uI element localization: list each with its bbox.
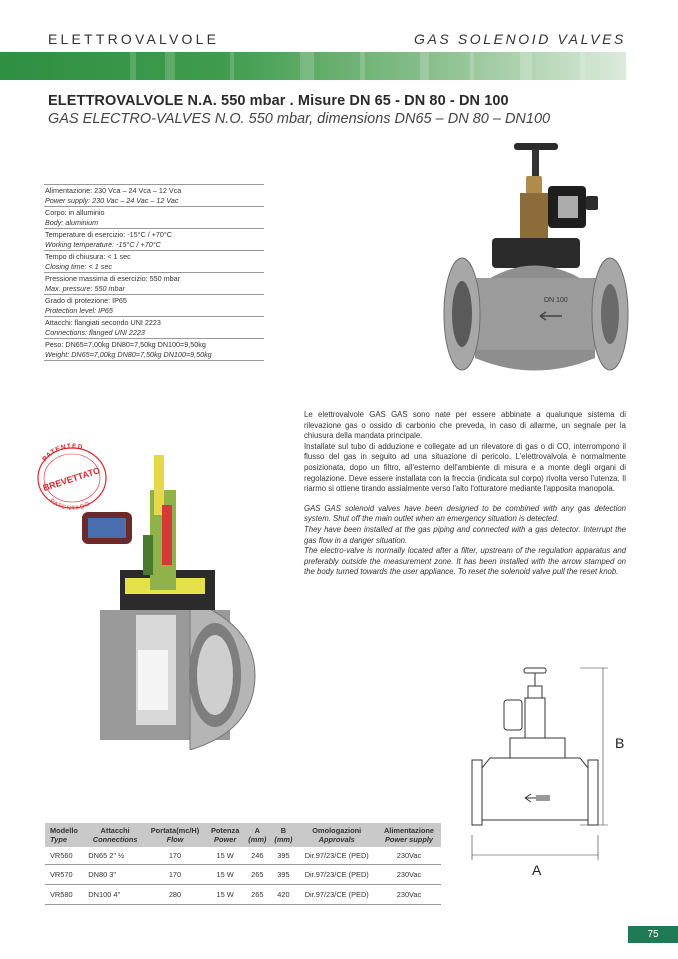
dimension-drawing (470, 660, 640, 885)
header-label: Attacchi (100, 826, 130, 835)
table-cell: 15 W (206, 885, 244, 905)
table-cell: 230Vac (377, 865, 441, 885)
table-cell: DN80 3" (86, 865, 144, 885)
stamp-bottom-text: PATENTADO (48, 498, 92, 510)
page-subtitle: GAS ELECTRO-VALVES N.O. 550 mbar, dimensions DN65 – DN 80 – DN100 (48, 111, 551, 127)
table-cell: 230Vac (377, 847, 441, 865)
table-cell: 246 (244, 847, 270, 865)
spec-item (44, 206, 264, 228)
table-cell: 15 W (206, 847, 244, 865)
table-header-cell (45, 823, 86, 847)
header-label: Modello (50, 826, 78, 835)
table-cell: VR560 (45, 847, 86, 865)
spec-english: Power supply: 230 Vac – 24 Vac – 12 Vac (45, 195, 179, 205)
description-italian: Le elettrovalvole GAS GAS sono nate per essere abbinate a qualunque sistema di rilevazione gas o ossido di carbonio che preveda, in caso di allarme, un segnale per la chiusura della mandata principale. Installate sul tubo di adduzione e collegate ad un rilevatore di gas o di CO, interrompono il flusso del gas in seguito ad una situazione di pericolo. L'elettrovalvola è normalmente posizionata, dopo un filtro, all'esterno dell'ambiente di misura e a monte degli organi di regolazione. Deve essere installata con la freccia (indicata sul corpo) rivolta verso l'utenza. Il riarmo si ottiene tirando assialmente verso l'alto l'otturatore mediante l'apposita manopola. (304, 410, 626, 494)
table-header-cell (86, 823, 144, 847)
spec-english: Closing time: < 1 sec (45, 261, 112, 271)
header-label: Portata(mc/H) (150, 826, 200, 835)
table-header-cell (270, 823, 296, 847)
table-header-cell (144, 823, 206, 847)
table-cell: 395 (270, 865, 296, 885)
specifications-list (44, 184, 264, 361)
table-cell: 265 (244, 885, 270, 905)
table-cell: Dir.97/23/CE (PED) (296, 885, 377, 905)
table-header-cell (206, 823, 244, 847)
header-label-english: (mm) (248, 835, 267, 844)
header-label: Potenza (210, 826, 240, 835)
dimension-a-label: A (532, 862, 542, 878)
table-cell: DN65 2" ½ (86, 847, 144, 865)
spec-italian: Temperature di esercizio: -15°C / +70°C (45, 230, 172, 239)
spec-english: Max. pressure: 550 mbar (45, 283, 125, 293)
table-header-row (45, 823, 441, 847)
valve-body-marking: DN 100 (544, 297, 568, 304)
table-cell: DN100 4" (86, 885, 144, 905)
description-english: GAS GAS solenoid valves have been designed to be combined with any gas detection system. Shut off the main outlet when an emergency situation is detected. They have been installed at the gas piping and connected with a gas detector. Interrupt the gas flow in a danger situation. The electro-valve is normally located after a filter, upstream of the regulation apparatus and preferably outside the measurement zone. It has been installed with the arrow stamped on the body turned towards the user appliance. To reset the solenoid valve pull the reset knob. (304, 503, 626, 577)
header-label-english: Power (214, 835, 237, 844)
header-label: A (254, 826, 260, 835)
section-title: ELETTROVALVOLE (48, 31, 220, 47)
table-cell: VR580 (45, 885, 86, 905)
table-cell: 265 (244, 865, 270, 885)
table-cell: Dir.97/23/CE (PED) (296, 847, 377, 865)
header-label-english: Approvals (318, 835, 355, 844)
table-cell: 170 (144, 865, 206, 885)
spec-italian: Pressione massima di esercizio: 550 mbar (45, 274, 181, 283)
table-header-cell (377, 823, 441, 847)
table-cell: 420 (270, 885, 296, 905)
table-cell: 280 (144, 885, 206, 905)
page-number: 75 (628, 926, 678, 943)
spec-italian: Alimentazione: 230 Vca – 24 Vca – 12 Vca (45, 186, 182, 195)
header-label: B (280, 826, 287, 835)
spec-english: Connections: flanged UNI 2223 (45, 327, 145, 337)
header-label: Omologazioni (312, 826, 362, 835)
valve-photo (440, 138, 630, 388)
spec-item (44, 338, 264, 361)
header-label-english: Connections (92, 835, 138, 844)
product-table (45, 823, 441, 905)
spec-english: Working temperature: -15°C / +70°C (45, 239, 161, 249)
spec-item (44, 272, 264, 294)
header-label: Alimentazione (383, 826, 435, 835)
header-label-english: Flow (166, 835, 184, 844)
table-cell: 230Vac (377, 885, 441, 905)
page-title: ELETTROVALVOLE N.A. 550 mbar . Misure DN 65 - DN 80 - DN 100 (48, 93, 509, 109)
section-title-english: GAS SOLENOID VALVES (413, 31, 626, 47)
spec-italian: Tempo di chiusura: < 1 sec (45, 252, 131, 261)
table-header-cell (244, 823, 270, 847)
svg-text:PATENTED (41, 443, 84, 463)
spec-item (44, 316, 264, 338)
stamp-middle-text: BREVETTATO (41, 465, 102, 494)
header-label-english: Power supply (384, 835, 434, 844)
header-label-english: Type (50, 835, 67, 844)
table-cell: VR570 (45, 865, 86, 885)
spec-item (44, 250, 264, 272)
valve-cutaway-illustration (80, 450, 260, 750)
table-header-cell (296, 823, 377, 847)
spec-item (44, 228, 264, 250)
spec-italian: Peso: DN65=7,00kg DN80=7,50kg DN100=9,50kg (45, 340, 206, 349)
spec-item (44, 184, 264, 206)
spec-italian: Grado di protezione: IP65 (45, 296, 127, 305)
table-cell: 395 (270, 847, 296, 865)
spec-english: Weight: DN65=7,00kg DN80=7,50kg DN100=9,50kg (45, 349, 212, 359)
table-cell: Dir.97/23/CE (PED) (296, 865, 377, 885)
table-row (45, 847, 441, 865)
spec-italian: Attacchi: flangiati secondo UNI 2223 (45, 318, 161, 327)
table-cell: 15 W (206, 865, 244, 885)
stamp-top-text: PATENTED (41, 442, 85, 463)
table-cell: 170 (144, 847, 206, 865)
spec-italian: Corpo: in alluminio (45, 208, 105, 217)
table-row (45, 865, 441, 885)
spec-english: Protection level: IP65 (45, 305, 113, 315)
spec-item (44, 294, 264, 316)
dimension-b-label: B (615, 735, 625, 751)
spec-english: Body: aluminium (45, 217, 99, 227)
description (304, 410, 626, 578)
header-label-english: (mm) (274, 835, 293, 844)
header-bar (0, 52, 626, 80)
table-row (45, 885, 441, 905)
